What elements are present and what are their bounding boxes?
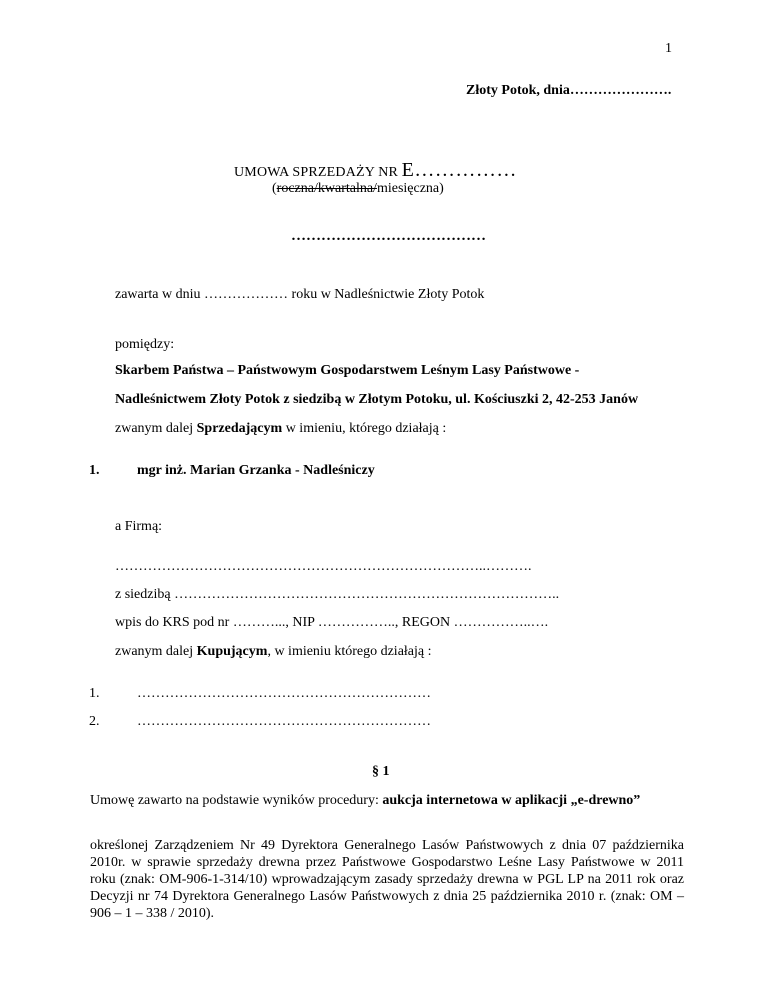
place-date	[466, 82, 671, 100]
seller-called	[115, 420, 446, 438]
page-number: 1	[665, 41, 672, 56]
buyer-krs-line: wpis do KRS pod nr ………..., NIP …………….., REGON ……………..….	[115, 615, 549, 630]
section-1-heading: § 1	[372, 764, 390, 779]
subtitle-open: (	[272, 181, 277, 196]
seller-line-2: Nadleśnictwem Złoty Potok z siedzibą w Złotym Potoku, ul. Kościuszki 2, 42-253 Janów	[115, 392, 639, 407]
section-1-paragraph: określonej Zarządzeniem Nr 49 Dyrektora Generalnego Lasów Państwowych z dnia 07 października 2010r. w sprawie sprzedaży drewna przez Państwowe Gospodarstwo Leśne Lasy Państwowe w 2011 roku (znak: OM-906-1-314/10) wprowadzającym zasady sprzedaży drewna w PGL LP na 2011 rok oraz Decyzji nr 74 Dyrektora Generalnego Lasów Państwowych z dnia 25 października 2010 r. (znak: OM – 906 – 1 – 338 / 2010).	[90, 838, 684, 921]
seller-line-1: Skarbem Państwa – Państwowym Gospodarstwem Leśnym Lasy Państwowe -	[115, 363, 580, 378]
between-label: pomiędzy:	[115, 337, 175, 352]
section-1-basis	[90, 792, 640, 810]
seller-called-bold: Sprzedającym	[196, 421, 283, 436]
concluded-before: zawarta w dniu	[115, 287, 201, 302]
buyer-rep-1-dots: ………………………………………………………	[137, 686, 431, 701]
buyer-rep-2-number: 2.	[89, 714, 100, 729]
buyer-seat-dots: ………………………………………………………………………..	[174, 587, 560, 602]
buyer-firm-dots: ……………………………………………………………………..……….	[115, 559, 532, 574]
seller-called-before: zwanym dalej	[115, 421, 197, 436]
contract-title	[234, 161, 517, 182]
concluded-dots: ………………	[204, 287, 289, 302]
place-date-label: Złoty Potok, dnia	[466, 83, 570, 98]
buyer-rep-2-dots: ………………………………………………………	[137, 714, 431, 729]
concluded-after: roku w Nadleśnictwie Złoty Potok	[291, 287, 485, 302]
title-dots-line: …………………………………	[291, 228, 486, 244]
place-date-dots: ………………….	[569, 83, 672, 98]
section-1-basis-bold: aukcja internetowa w aplikacji „e-drewno”	[382, 793, 641, 808]
contract-subtitle	[272, 180, 444, 198]
seller-rep-number: 1.	[89, 463, 100, 478]
title-prefix: UMOWA SPRZEDAŻY NR	[234, 165, 399, 180]
buyer-called-before: zwanym dalej	[115, 644, 197, 659]
buyer-seat-line	[115, 586, 559, 604]
buyer-called-bold: Kupującym	[196, 644, 268, 659]
seller-called-after: w imieniu, którego działają :	[282, 421, 447, 436]
buyer-seat-label: z siedzibą	[115, 587, 171, 602]
buyer-called	[115, 643, 432, 661]
seller-rep-name: mgr inż. Marian Grzanka - Nadleśniczy	[137, 463, 375, 478]
title-number: E……………	[401, 159, 517, 181]
subtitle-rest: miesięczna)	[376, 181, 444, 196]
concluded-line	[115, 286, 484, 304]
buyer-called-after: , w imieniu którego działają :	[267, 644, 432, 659]
section-1-basis-before: Umowę zawarto na podstawie wyników procedury:	[90, 793, 383, 808]
subtitle-struck: roczna/kwartalna/	[276, 181, 377, 196]
buyer-rep-1-number: 1.	[89, 686, 100, 701]
buyer-firm-label: a Firmą:	[115, 519, 163, 534]
